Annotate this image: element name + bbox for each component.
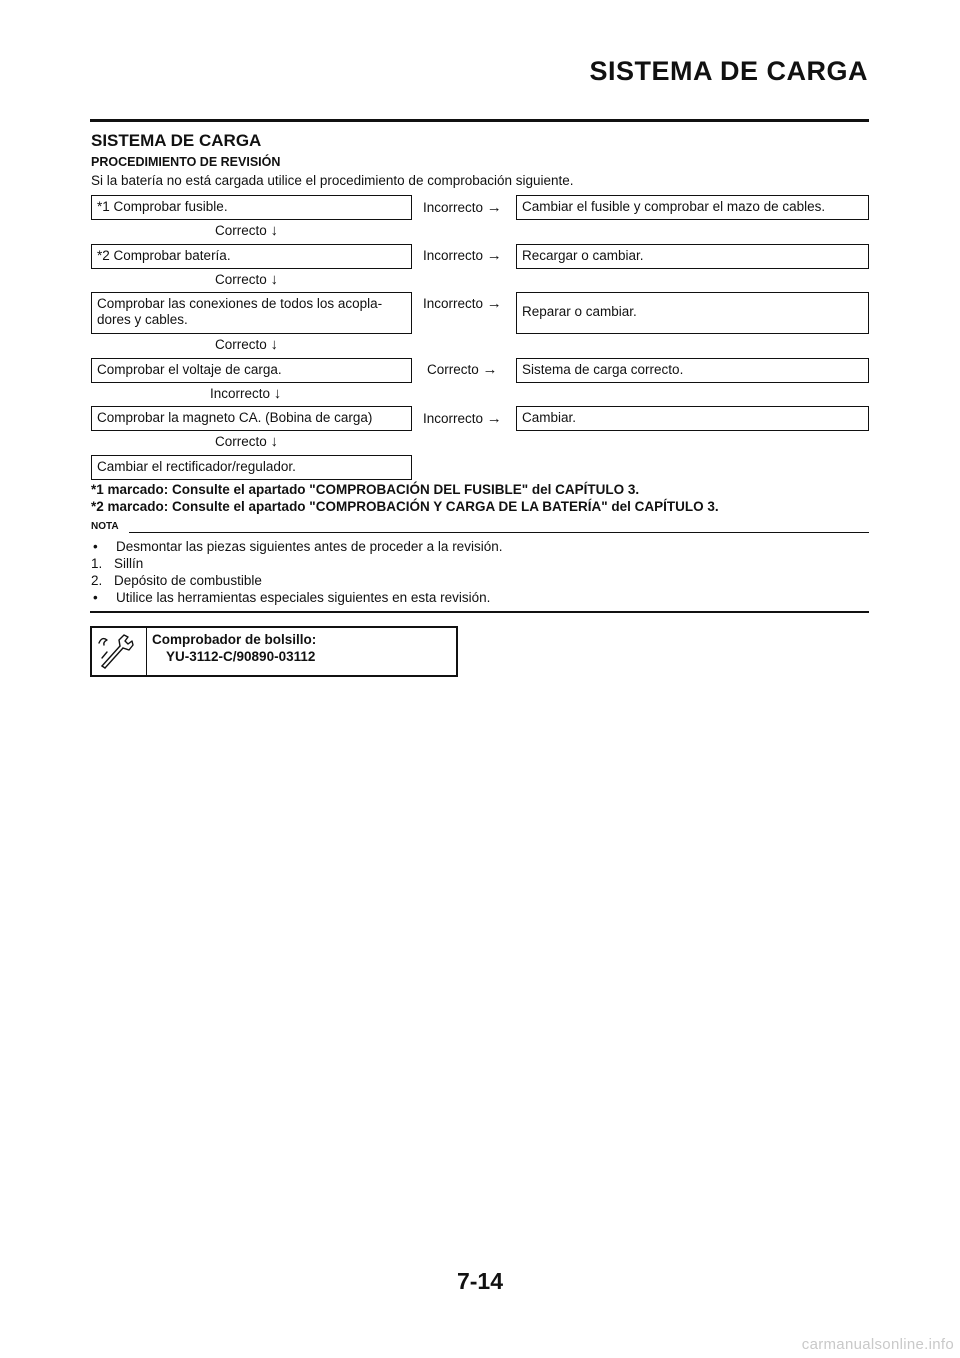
flow-step-3-down-condition: Correcto ↓: [215, 336, 279, 353]
flow-step-4-side-condition: Correcto →: [427, 361, 498, 378]
right-arrow-icon: →: [486, 295, 502, 312]
header-rule: [90, 119, 869, 122]
flow-step-5-action: Cambiar.: [516, 406, 869, 431]
footnote-1: *1 marcado: Consulte el apartado "COMPROBACIÓN DEL FUSIBLE" del CAPÍTULO 3.: [91, 482, 640, 497]
down-arrow-icon: ↓: [273, 385, 282, 402]
flow-step-6-check: Cambiar el rectificador/regulador.: [91, 455, 412, 480]
flow-step-4-check: Comprobar el voltaje de carga.: [91, 358, 412, 383]
section-title: SISTEMA DE CARGA: [91, 131, 262, 150]
flow-step-3-check-line-2: dores y cables.: [97, 312, 188, 327]
page-header-title: SISTEMA DE CARGA: [589, 56, 868, 86]
nota-rule: [129, 532, 869, 533]
flow-step-5-side-condition: Incorrecto →: [423, 410, 502, 427]
flow-step-1-down-condition: Correcto ↓: [215, 222, 279, 239]
tool-name: Comprobador de bolsillo:: [152, 632, 317, 647]
tool-part-number: YU-3112-C/90890-03112: [166, 649, 316, 664]
page-number: 7-14: [456, 1268, 504, 1294]
flow-step-2-check: *2 Comprobar batería.: [91, 244, 412, 269]
flow-step-4-action: Sistema de carga correcto.: [516, 358, 869, 383]
flow-step-5-check: Comprobar la magneto CA. (Bobina de carga): [91, 406, 412, 431]
down-arrow-icon: ↓: [270, 433, 279, 450]
flow-step-5-down-condition: Correcto ↓: [215, 433, 279, 450]
tool-icon-cell: [90, 626, 147, 677]
nota-label: NOTA: [91, 521, 119, 532]
nota-item-1: • Desmontar las piezas siguientes antes de proceder a la revisión.: [93, 539, 503, 554]
procedure-subheading: PROCEDIMIENTO DE REVISIÓN: [91, 155, 281, 169]
nota-item-2: 1. Sillín: [91, 556, 144, 571]
nota-item-4: • Utilice las herramientas especiales siguientes en esta revisión.: [93, 590, 491, 605]
right-arrow-icon: →: [482, 361, 498, 378]
down-arrow-icon: ↓: [270, 222, 279, 239]
right-arrow-icon: →: [486, 199, 502, 216]
flow-step-4-down-condition: Incorrecto ↓: [210, 385, 282, 402]
right-arrow-icon: →: [486, 247, 502, 264]
flow-step-1-action: Cambiar el fusible y comprobar el mazo de cables.: [516, 195, 869, 220]
flow-step-1-check: *1 Comprobar fusible.: [91, 195, 412, 220]
flow-step-2-action: Recargar o cambiar.: [516, 244, 869, 269]
right-arrow-icon: →: [486, 410, 502, 427]
flow-step-3-action: Reparar o cambiar.: [516, 292, 869, 334]
down-arrow-icon: ↓: [270, 336, 279, 353]
flow-step-3-check: [91, 292, 412, 334]
flow-step-1-side-condition: Incorrecto →: [423, 199, 502, 216]
nota-end-rule: [90, 611, 869, 613]
footnote-2: *2 marcado: Consulte el apartado "COMPROBACIÓN Y CARGA DE LA BATERÍA" del CAPÍTULO 3.: [91, 499, 719, 514]
intro-text: Si la batería no está cargada utilice el procedimiento de comprobación siguiente.: [91, 173, 574, 188]
flow-step-2-down-condition: Correcto ↓: [215, 271, 279, 288]
watermark: carmanualsonline.info: [801, 1336, 954, 1353]
flow-step-3-side-condition: Incorrecto →: [423, 295, 502, 312]
nota-item-3: 2. Depósito de combustible: [91, 573, 262, 588]
wrench-tool-icon: [90, 626, 145, 675]
flow-step-3-check-line-1: Comprobar las conexiones de todos los acopla-: [97, 296, 383, 311]
flow-step-2-side-condition: Incorrecto →: [423, 247, 502, 264]
down-arrow-icon: ↓: [270, 271, 279, 288]
